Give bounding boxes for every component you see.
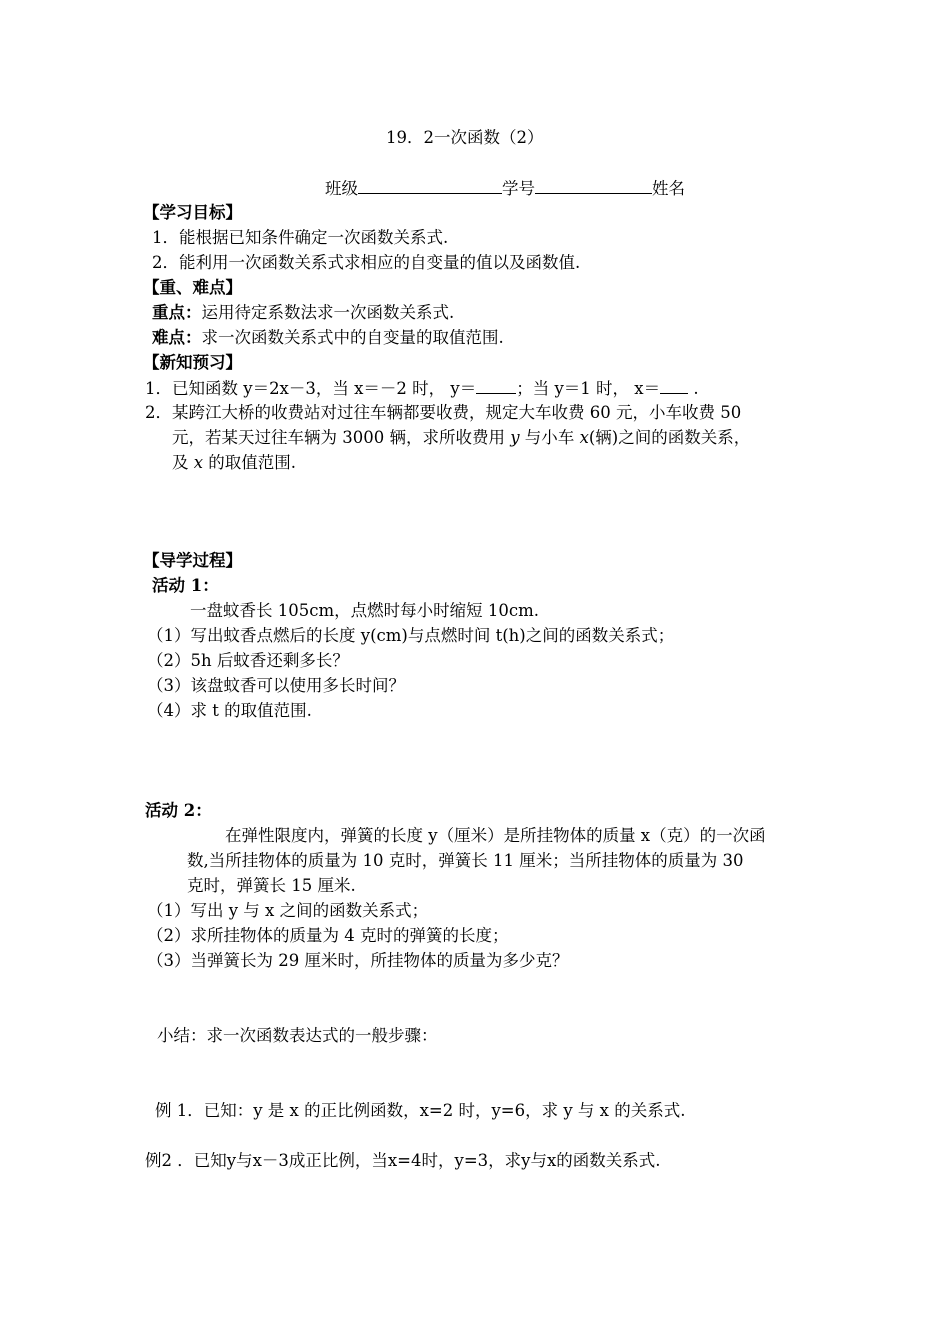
key-label: 重点： [152,303,202,322]
q2-text-b: 与小车 [519,428,580,447]
preview-question-2-line2 [172,427,750,449]
activity-2-question: （3）当弹簧长为 29 厘米时，所挂物体的质量为多少克？ [147,951,569,970]
keypoints-heading: 【重、难点】 [143,278,242,297]
activity-2-question: （2）求所挂物体的质量为 4 克时的弹簧的长度； [147,926,509,945]
q2-var-x2: x [193,453,204,472]
goals-heading: 【学习目标】 [143,203,242,222]
q2-text-d: 及 [172,453,194,472]
hard-point-line [152,327,504,349]
process-heading: 【导学过程】 [143,551,242,570]
name-label: 姓名 [652,179,685,198]
info-line [325,177,685,200]
goal-item: 2．能利用一次函数关系式求相应的自变量的值以及函数值. [152,253,581,272]
student-no-label: 学号 [502,179,535,198]
preview-question-1 [145,377,699,400]
activity-1-label: 活动 1： [152,576,219,595]
q2-var-y: y [510,428,520,447]
activity-1-intro: 一盘蚊香长 105cm，点燃时每小时缩短 10cm. [190,601,539,620]
q1-blank-y[interactable] [476,377,516,394]
q1-text-c: . [688,379,699,398]
example-1: 例 1．已知：y 是 x 的正比例函数，x=2 时，y=6，求 y 与 x 的关系式. [155,1101,686,1120]
q1-text-a: 1．已知函数 y＝2x－3，当 x＝－2 时， y＝ [145,379,477,398]
q1-text-b: ；当 y＝1 时， x＝ [516,379,661,398]
activity-1-question: （2）5h 后蚊香还剩多长？ [147,651,349,670]
q2-text-e: 的取值范围. [203,453,297,472]
class-field[interactable] [358,177,502,194]
hard-label: 难点： [152,328,202,347]
activity-2-question: （1）写出 y 与 x 之间的函数关系式； [147,901,429,920]
preview-heading: 【新知预习】 [143,353,242,372]
key-point-line [152,302,454,324]
activity-2-intro-line2: 数,当所挂物体的质量为 10 克时，弹簧长 11 厘米；当所挂物体的质量为 30 [187,851,744,870]
activity-2-intro-line3: 克时，弹簧长 15 厘米. [187,876,356,895]
hard-text: 求一次函数关系式中的自变量的取值范围. [201,328,504,347]
activity-1-question: （4）求 t 的取值范围. [147,701,312,720]
q2-text-a: 元，若某天过往车辆为 3000 辆，求所收费用 [172,428,511,447]
page-title: 19．2一次函数（2） [386,128,544,147]
activity-2-label: 活动 2： [145,801,212,820]
example-2: 例2 ．已知y与x－3成正比例，当x=4时，y=3，求y与x的函数关系式. [145,1151,661,1170]
summary: 小结：求一次函数表达式的一般步骤： [157,1026,438,1045]
q1-blank-x[interactable] [660,377,688,394]
class-label: 班级 [325,179,358,198]
activity-1-question: （1）写出蚊香点燃后的长度 y(cm)与点燃时间 t(h)之间的函数关系式； [147,626,675,645]
goal-item: 1．能根据已知条件确定一次函数关系式. [152,228,449,247]
activity-2-intro-line1: 在弹性限度内，弹簧的长度 y（厘米）是所挂物体的质量 x（克）的一次函 [225,826,766,845]
preview-question-2: 2．某跨江大桥的收费站对过往车辆都要收费，规定大车收费 60 元，小车收费 50 [145,403,742,422]
q2-text-c: (辆)之间的函数关系， [588,428,751,447]
q2-var-x: x [579,428,589,447]
activity-1-question: （3）该盘蚊香可以使用多长时间？ [147,676,405,695]
student-no-field[interactable] [535,177,652,194]
preview-question-2-line3 [172,452,296,474]
key-text: 运用待定系数法求一次函数关系式. [201,303,455,322]
